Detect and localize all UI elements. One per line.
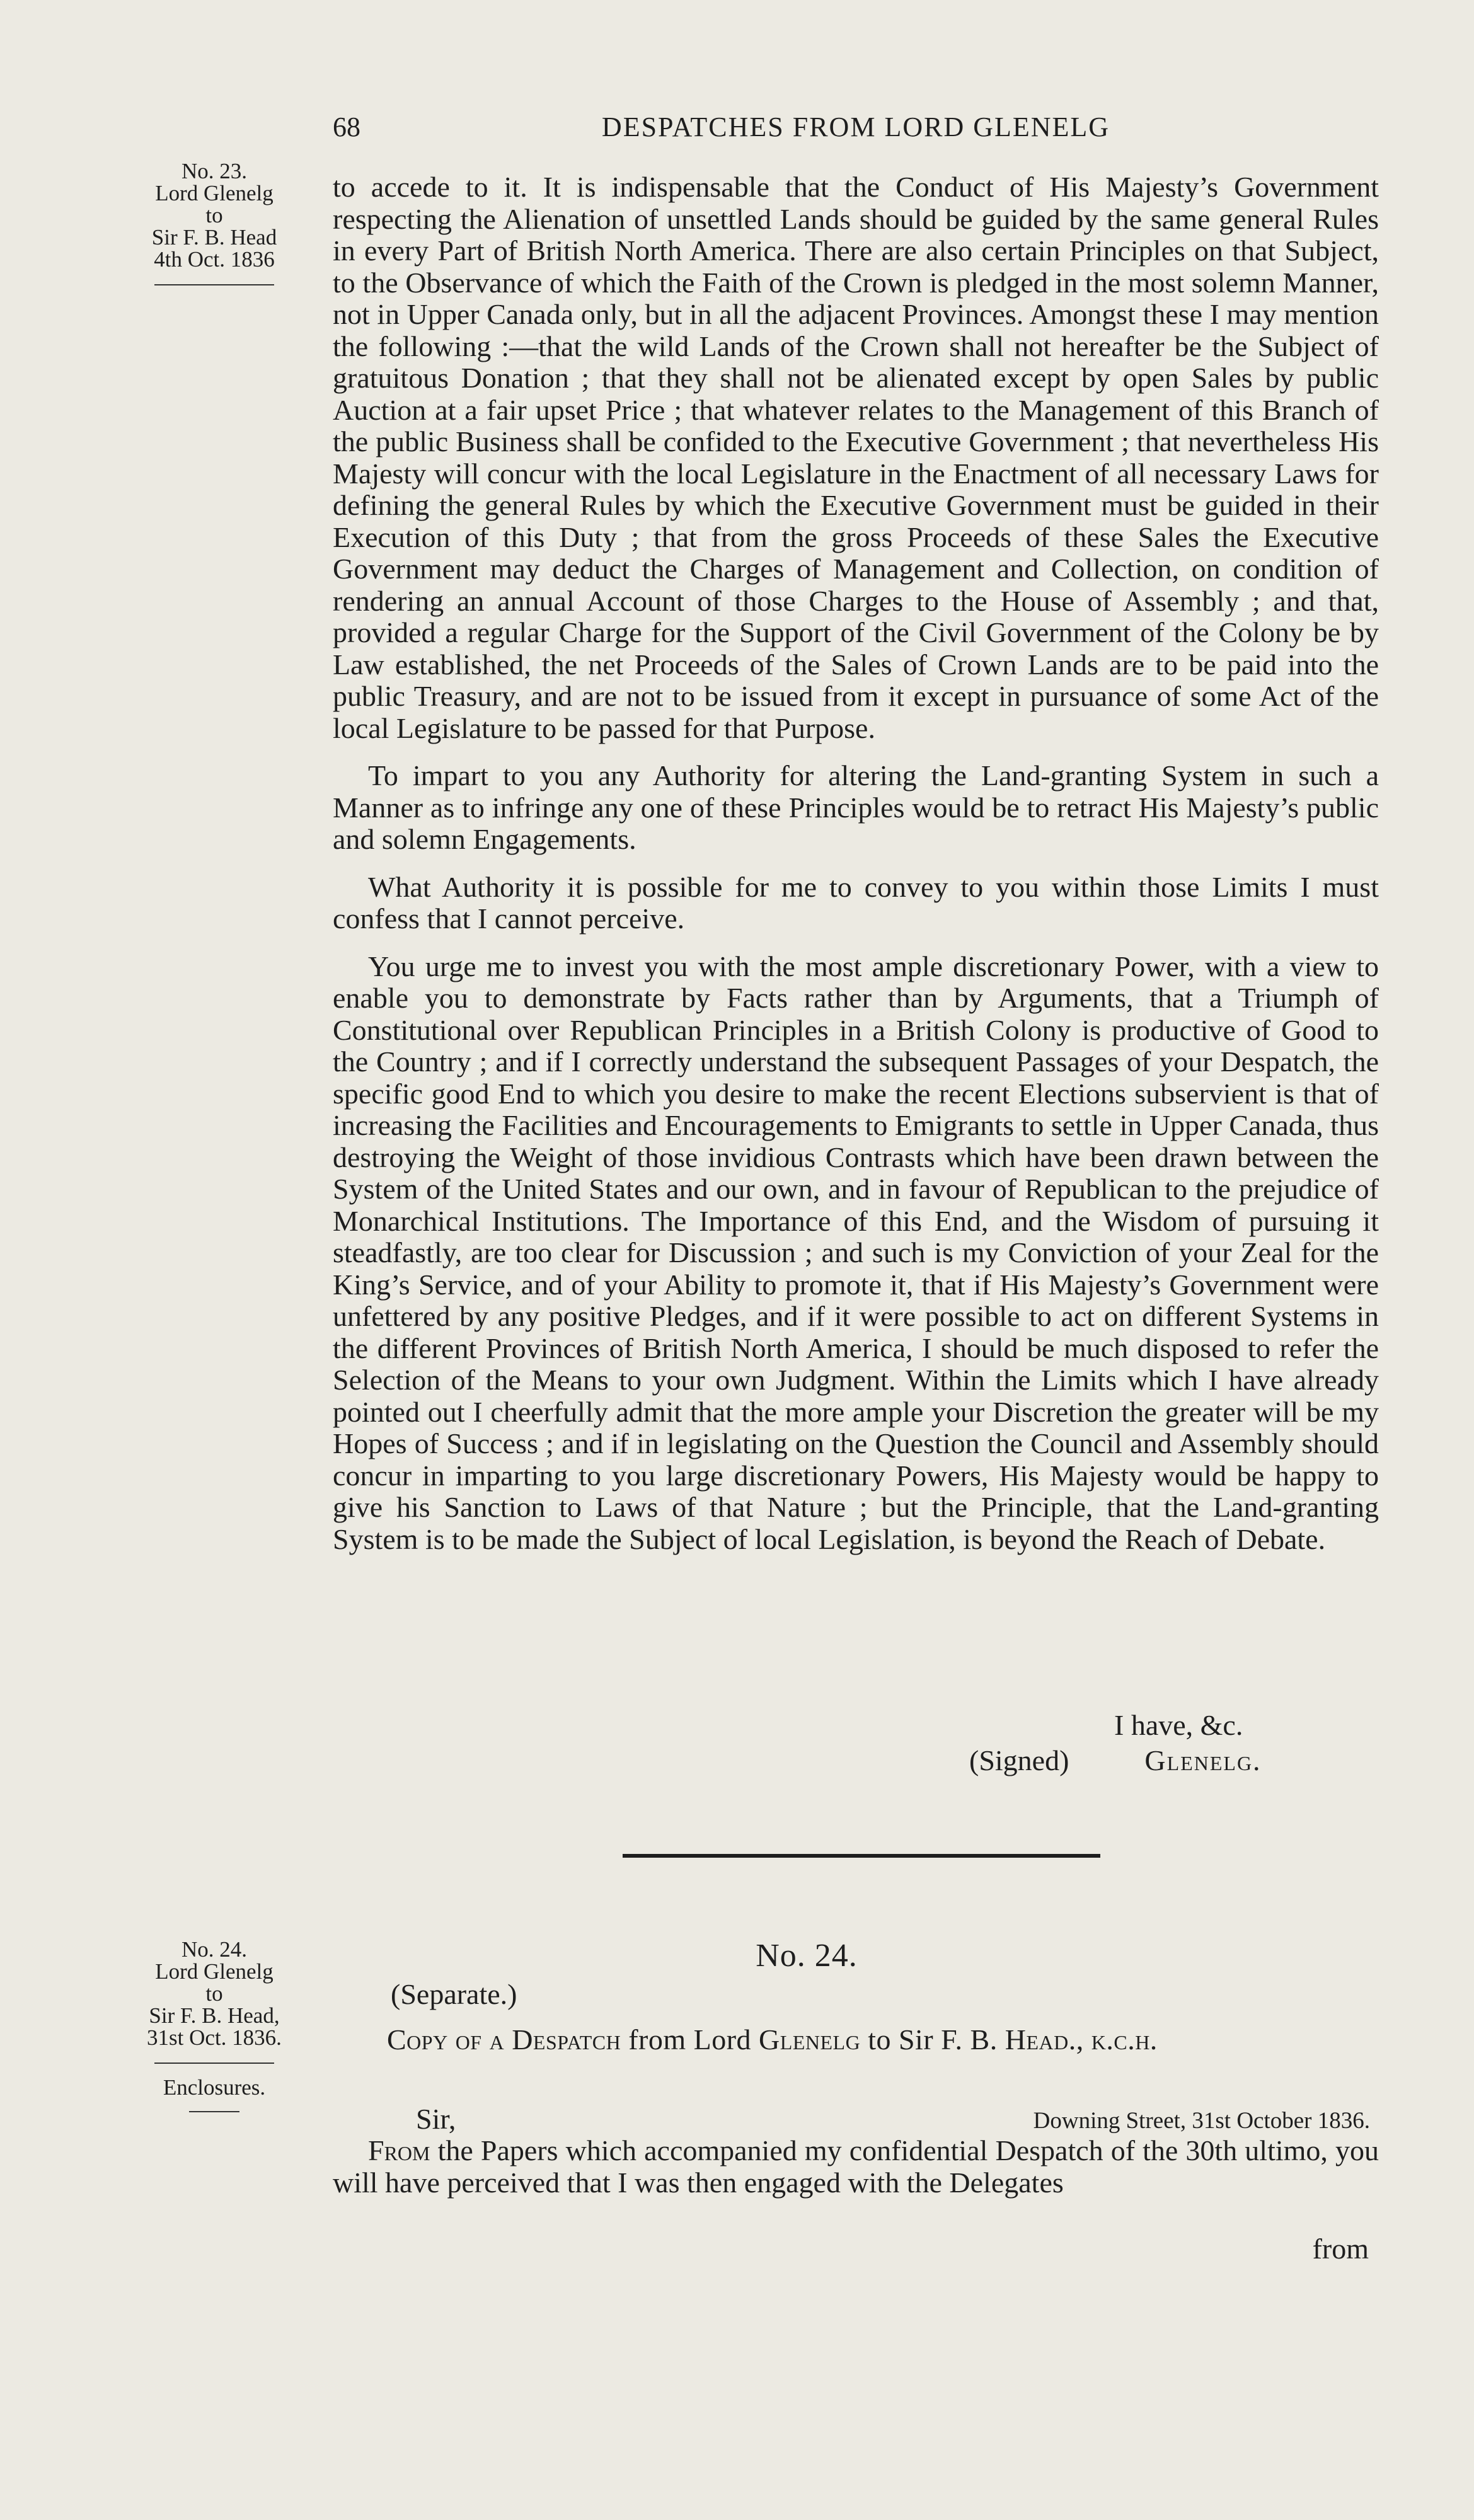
margin-rule-short: [189, 2111, 239, 2112]
margin-rule: [154, 284, 274, 285]
signature-name: Glenelg.: [1144, 1744, 1262, 1776]
page-number: 68: [333, 112, 360, 142]
enclosures-label: Enclosures.: [163, 2075, 266, 2100]
margin-note-line: 4th Oct. 1836: [154, 247, 275, 272]
margin-note-line: Sir F. B. Head: [151, 225, 277, 250]
margin-note-despatch-23: [120, 160, 309, 285]
title-part: .,: [1068, 2023, 1091, 2056]
despatch-23-body: [333, 171, 1379, 1555]
title-part: Head: [1005, 2023, 1069, 2056]
opening-text: the Papers which accompanied my confidential Despatch of the 30th ultimo, you will have perceived that I was then engaged with the Delegates: [333, 2134, 1379, 2199]
margin-note-line: No. 23.: [181, 159, 248, 183]
title-part: Copy of a Despatch: [387, 2023, 621, 2056]
paragraph: What Authority it is possible for me to convey to you within those Limits I must confess that I cannot perceive.: [333, 870, 1379, 935]
margin-note-line: Lord Glenelg: [155, 181, 273, 205]
signature-line: [333, 1743, 1379, 1778]
title-part: k.c.h.: [1091, 2023, 1158, 2056]
separate-label: (Separate.): [391, 1978, 517, 2010]
margin-rule: [154, 2063, 274, 2064]
margin-note-line: to: [205, 203, 223, 227]
page-header: [333, 111, 1379, 149]
title-part: Glenelg: [759, 2023, 861, 2056]
opening-word: From: [368, 2134, 430, 2166]
paragraph: To impart to you any Authority for altering the Land-granting System in such a Manner as to infringe any one of these Principles would be to retract His Majesty’s public and solemn Engagements.: [333, 759, 1379, 855]
despatch-23-closing: [333, 1708, 1379, 1778]
paragraph: to accede to it. It is indispensable that the Conduct of His Majesty’s Government respecting the Alienation of unsettled Lands should be guided by the same general Rules in every Part of British North America. There are also certain Principles on that Subject, to the Observance of which the Faith of the Crown is pledged in the most solemn Manner, not in Upper Canada only, but in all the adjacent Provinces. Amongst these I may mention the following :—that the wild Lands of the Crown shall not hereafter be the Subject of gratuitous Donation ; that they shall not be alienated except by open Sales by public Auction at a fair upset Price ; that whatever relates to the Management of this Branch of the public Business shall be confided to the Executive Government ; that nevertheless His Majesty will concur with the local Legislature in the Enactment of all necessary Laws for defining the general Rules by which the Executive Government must be guided in their Execution of this Duty ; that from the gross Proceeds of these Sales the Executive Government may deduct the Charges of Management and Collection, on condition of rendering an annual Account of those Charges to the House of Assembly ; and that, provided a regular Charge for the Support of the Civil Government of the Colony be by Law established, the net Proceeds of the Sales of Crown Lands are to be paid into the public Treasury, and are not to be issued from it except in pursuance of some Act of the local Legislature to be passed for that Purpose.: [333, 171, 1379, 744]
margin-note-despatch-24: [120, 1938, 309, 2112]
title-part: to Sir F. B.: [860, 2023, 1005, 2056]
despatch-24-title: [387, 2023, 1383, 2056]
despatch-24-body: [333, 2135, 1379, 2199]
despatch-24-number: No. 24.: [756, 1938, 858, 1974]
dateline: Downing Street, 31st October 1836.: [1033, 2108, 1370, 2134]
catchword: from: [1312, 2233, 1369, 2265]
margin-note-line: to: [205, 1981, 223, 2006]
margin-note-line: Lord Glenelg: [155, 1959, 273, 1984]
signed-label: (Signed): [969, 1744, 1069, 1776]
salutation: Sir,: [416, 2103, 456, 2135]
title-part: from Lord: [621, 2023, 759, 2056]
closing-line: I have, &c.: [1114, 1709, 1243, 1741]
section-divider: [623, 1854, 1100, 1858]
margin-note-line: Sir F. B. Head,: [149, 2003, 280, 2028]
margin-note-line: No. 24.: [181, 1937, 248, 1962]
margin-note-line: 31st Oct. 1836.: [147, 2025, 282, 2050]
paragraph: You urge me to invest you with the most ample discretionary Power, with a view to enable you to demonstrate by Facts rather than by Arguments, that a Triumph of Constitutional over Republican Principles in a British Colony is productive of Good to the Country ; and if I correctly understand the subsequent Passages of your Despatch, the specific good End to which you desire to make the recent Elections subservient is that of increasing the Facilities and Encouragements to Emigrants to settle in Upper Canada, thus destroying the Weight of those invidious Contrasts which have been drawn between the System of the United States and our own, and in favour of Republican to the prejudice of Monarchical Institutions. The Importance of this End, and the Wisdom of pursuing it steadfastly, are too clear for Discussion ; and such is my Conviction of your Zeal for the King’s Service, and of your Ability to promote it, that if His Majesty’s Government were unfettered by any positive Pledges, and if it were possible to act on different Systems in the different Provinces of British North America, I should be much disposed to refer the Selection of the Means to your own Judgment. Within the Limits which I have already pointed out I cheerfully admit that the more ample your Discretion the greater will be my Hopes of Success ; and if in legislating on the Question the Council and Assembly should concur in imparting to you large discretionary Powers, His Majesty would be happy to give his Sanction to Laws of that Nature ; but the Principle, that the Land-granting System is to be made the Subject of local Legislation, is beyond the Reach of Debate.: [333, 950, 1379, 1555]
running-title: DESPATCHES FROM LORD GLENELG: [601, 112, 1110, 142]
